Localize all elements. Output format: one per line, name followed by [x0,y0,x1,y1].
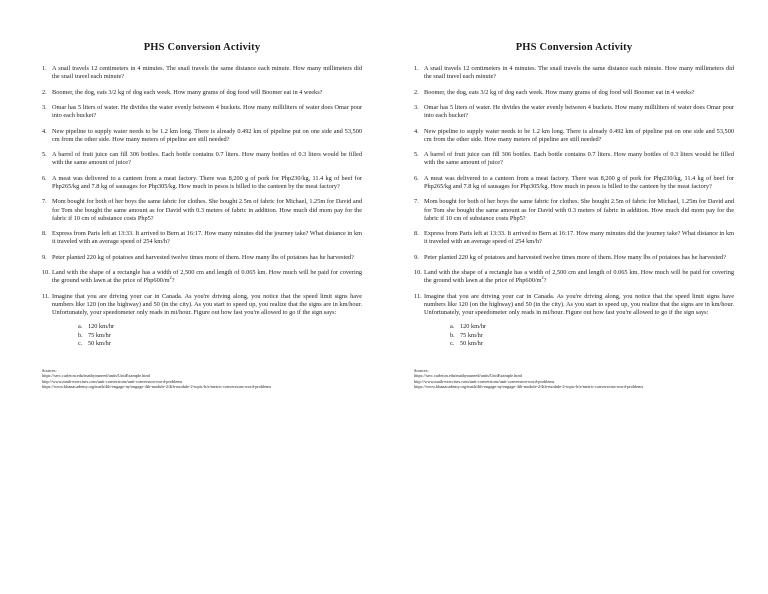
question-number: 1. [42,65,47,72]
sources-label: Sources: [42,367,57,373]
question-text: Express from Paris left at 13:33. It arrived to Bern at 16:17. How many minutes did the journey take? What distance in km it traveled with an average speed of 254 km/h? [52,230,362,246]
question-number: 7. [42,198,47,206]
question-item [414,230,734,246]
question-item [42,65,362,81]
question-number: 3. [414,103,419,111]
question-number: 10. [42,269,50,277]
superscript: 2 [541,275,544,281]
question-text: Boomer, the dog, eats 3/2 kg of dog each week. How many grams of dog food will Boomer eat in 4 weeks? [424,88,695,96]
question-item [42,198,362,223]
question-text [424,269,734,285]
question-item [414,293,734,348]
question-item [42,104,362,120]
question-text: Mom bought for both of her boys the same fabric for clothes. She bought 2.5m of fabric for Michael, 1.25m for David and for Tom she bought the same amount as for David with 0.3 meters of fabric in addition. How much did mom pay for the fabric if 10 cm of substance costs Php5? [52,198,362,222]
question-item [42,175,362,191]
question-text: Peter planted 220 kg of potatoes and harvested twelve times more of them. How many lbs of potatoes has he harvested? [424,253,726,261]
sub-text: 50 km/hr [460,339,483,347]
question-number: 6. [42,174,47,182]
question-text: New pipeline to supply water needs to be 1.2 km long. There is already 0.492 km of pipeline put on one side and 53,500 cm from the other side. How many meters of pipeline are still needed? [424,127,734,143]
speed-sign-item [450,332,734,340]
question-text [52,293,362,348]
question-text: Omar has 5 liters of water. He divides the water evenly between 4 buckets. How many milliliters of water does Omar pour into each bucket? [52,103,362,120]
question-item [42,293,362,348]
question-item [42,151,362,167]
question-number: 2. [42,88,47,96]
question-item [414,89,734,97]
sub-text: 75 km/hr [88,331,111,339]
question-number: 6. [414,174,419,182]
source-link[interactable]: https://www.khanacademy.org/math/4th-engage-ny/engage-4th-module-2/4th-module-2-topic-b/e/metric-conversions-word-problems [414,384,644,390]
question-text-main: Imagine that you are driving your car in Canada. As you're driving along, you notice that the speed limit signs have numbers like 120 (on the highway) and 50 (in the city). As you start to speed up, you realize that the signs are in km/hour. Unfortunately, your speedometer only reads in mi/hour. Figure out how fast you're allowed to go if the sign says: [424,292,734,317]
question-text-tail: ? [171,277,175,285]
sources-label: Sources: [414,367,429,373]
worksheet-title: PHS Conversion Activity [143,42,261,53]
question-text: New pipeline to supply water needs to be 1.2 km long. There is already 0.492 km of pipeline put on one side and 53,500 cm from the other side. How many meters of pipeline are still needed? [52,127,362,143]
source-link[interactable]: https://serc.carleton.edu/mathyouneed/units/UnitExample.html [42,373,150,379]
source-link[interactable]: http://www.math-exercises.com/unit-conversions/unit-conversion-word-problems [414,378,555,384]
question-number: 8. [414,230,419,238]
question-number: 1. [414,65,419,72]
question-item [414,175,734,191]
speed-sign-list [424,323,734,348]
speed-sign-item [450,340,734,348]
question-item [42,269,362,285]
question-text [52,269,362,285]
question-item [42,230,362,246]
question-number: 4. [414,127,419,135]
question-number: 7. [414,198,419,206]
source-link[interactable]: https://www.khanacademy.org/math/4th-engage-ny/engage-4th-module-2/4th-module-2-topic-b/e/metric-conversions-word-problems [42,384,272,390]
question-text [424,293,734,348]
question-number: 9. [42,253,47,261]
question-item [42,254,362,262]
superscript: 2 [169,275,172,281]
sub-text: 50 km/hr [88,339,111,347]
question-number: 5. [414,151,419,159]
sub-text: 120 km/hr [460,323,487,331]
question-number: 11. [414,292,422,300]
question-text-main: Land with the shape of a rectangle has a width of 2,500 cm and length of 0.065 km. How much will be paid for covering the ground with lawn at the price of Php600/m [52,269,362,285]
question-text: A meat was delivered to a canteen from a meat factory. There was 8,200 g of pork for Php230/kg, 11.4 kg of beef for Php265/kg and 7.8 kg of sausages for Php305/kg. How much in pesos is billed to the canteen by the meat factory? [424,174,734,190]
sub-letter: b. [450,331,455,339]
question-text-main: Imagine that you are driving your car in Canada. As you're driving along, you notice that the speed limit signs have numbers like 120 (on the highway) and 50 (in the city). As you start to speed up, you realize that the signs are in km/hour. Unfortunately, your speedometer only reads in mi/hour. Figure out how fast you're allowed to go if the sign says: [52,292,362,317]
question-number: 11. [42,292,50,300]
question-number: 3. [42,103,47,111]
sources-block [42,368,362,390]
sub-letter: b. [78,331,83,339]
question-item [414,254,734,262]
sub-text: 120 km/hr [88,323,115,331]
speed-sign-item [78,340,362,348]
question-item [42,89,362,97]
question-item [42,128,362,144]
question-text: Express from Paris left at 13:33. It arrived to Bern at 16:17. How many minutes did the journey take? What distance in km it traveled with an average speed of 254 km/h? [424,230,734,246]
question-item [414,151,734,167]
question-number: 5. [42,151,47,159]
question-text: Omar has 5 liters of water. He divides the water evenly between 4 buckets. How many milliliters of water does Omar pour into each bucket? [424,103,734,120]
question-text: Mom bought for both of her boys the same fabric for clothes. She bought 2.5m of fabric for Michael, 1.25m for David and for Tom she bought the same amount as for David with 0.3 meters of fabric in addition. How much did mom pay for the fabric if 10 cm of substance costs Php5? [424,198,734,222]
source-link[interactable]: https://serc.carleton.edu/mathyouneed/units/UnitExample.html [414,373,522,379]
question-number: 2. [414,88,419,96]
question-number: 8. [42,230,47,238]
source-link[interactable]: http://www.math-exercises.com/unit-conversions/unit-conversion-word-problems [42,378,183,384]
sources-block [414,368,734,390]
question-number: 4. [42,127,47,135]
question-text: A barrel of fruit juice can fill 306 bottles. Each bottle contains 0.7 liters. How many bottles of 0.3 liters would be filled with the same amount of juice? [52,151,362,167]
question-text-tail: ? [543,277,547,285]
speed-sign-item [78,332,362,340]
question-item [414,198,734,223]
speed-sign-item [78,323,362,331]
question-text: A barrel of fruit juice can fill 306 bottles. Each bottle contains 0.7 liters. How many bottles of 0.3 liters would be filled with the same amount of juice? [424,151,734,167]
sub-letter: c. [78,339,83,347]
question-text: A meat was delivered to a canteen from a meat factory. There was 8,200 g of pork for Php230/kg, 11.4 kg of beef for Php265/kg and 7.8 kg of sausages for Php305/kg. How much in pesos is billed to the canteen by the meat factory? [52,174,362,190]
sub-letter: c. [450,339,455,347]
sub-letter: a. [450,323,455,331]
question-text: A snail travels 12 centimeters in 4 minutes. The snail travels the same distance each minute. How many millimeters did the snail travel each minute? [52,65,362,81]
worksheet-right [384,0,768,594]
question-text: A snail travels 12 centimeters in 4 minutes. The snail travels the same distance each minute. How many millimeters did the snail travel each minute? [424,65,734,81]
question-item [414,104,734,120]
question-item [414,128,734,144]
question-text-main: Land with the shape of a rectangle has a width of 2,500 cm and length of 0.065 km. How much will be paid for covering the ground with lawn at the price of Php600/m [424,269,734,285]
speed-sign-list [52,323,362,348]
sub-letter: a. [78,323,83,331]
worksheet-title: PHS Conversion Activity [515,42,633,53]
question-list [414,65,734,348]
question-text: Peter planted 220 kg of potatoes and harvested twelve times more of them. How many lbs of potatoes has he harvested? [52,253,354,261]
question-number: 9. [414,253,419,261]
question-list [42,65,362,348]
question-item [414,269,734,285]
question-text: Boomer, the dog, eats 3/2 kg of dog each week. How many grams of dog food will Boomer eat in 4 weeks? [52,88,323,96]
speed-sign-item [450,323,734,331]
question-item [414,65,734,81]
sub-text: 75 km/hr [460,331,483,339]
question-number: 10. [414,269,422,277]
